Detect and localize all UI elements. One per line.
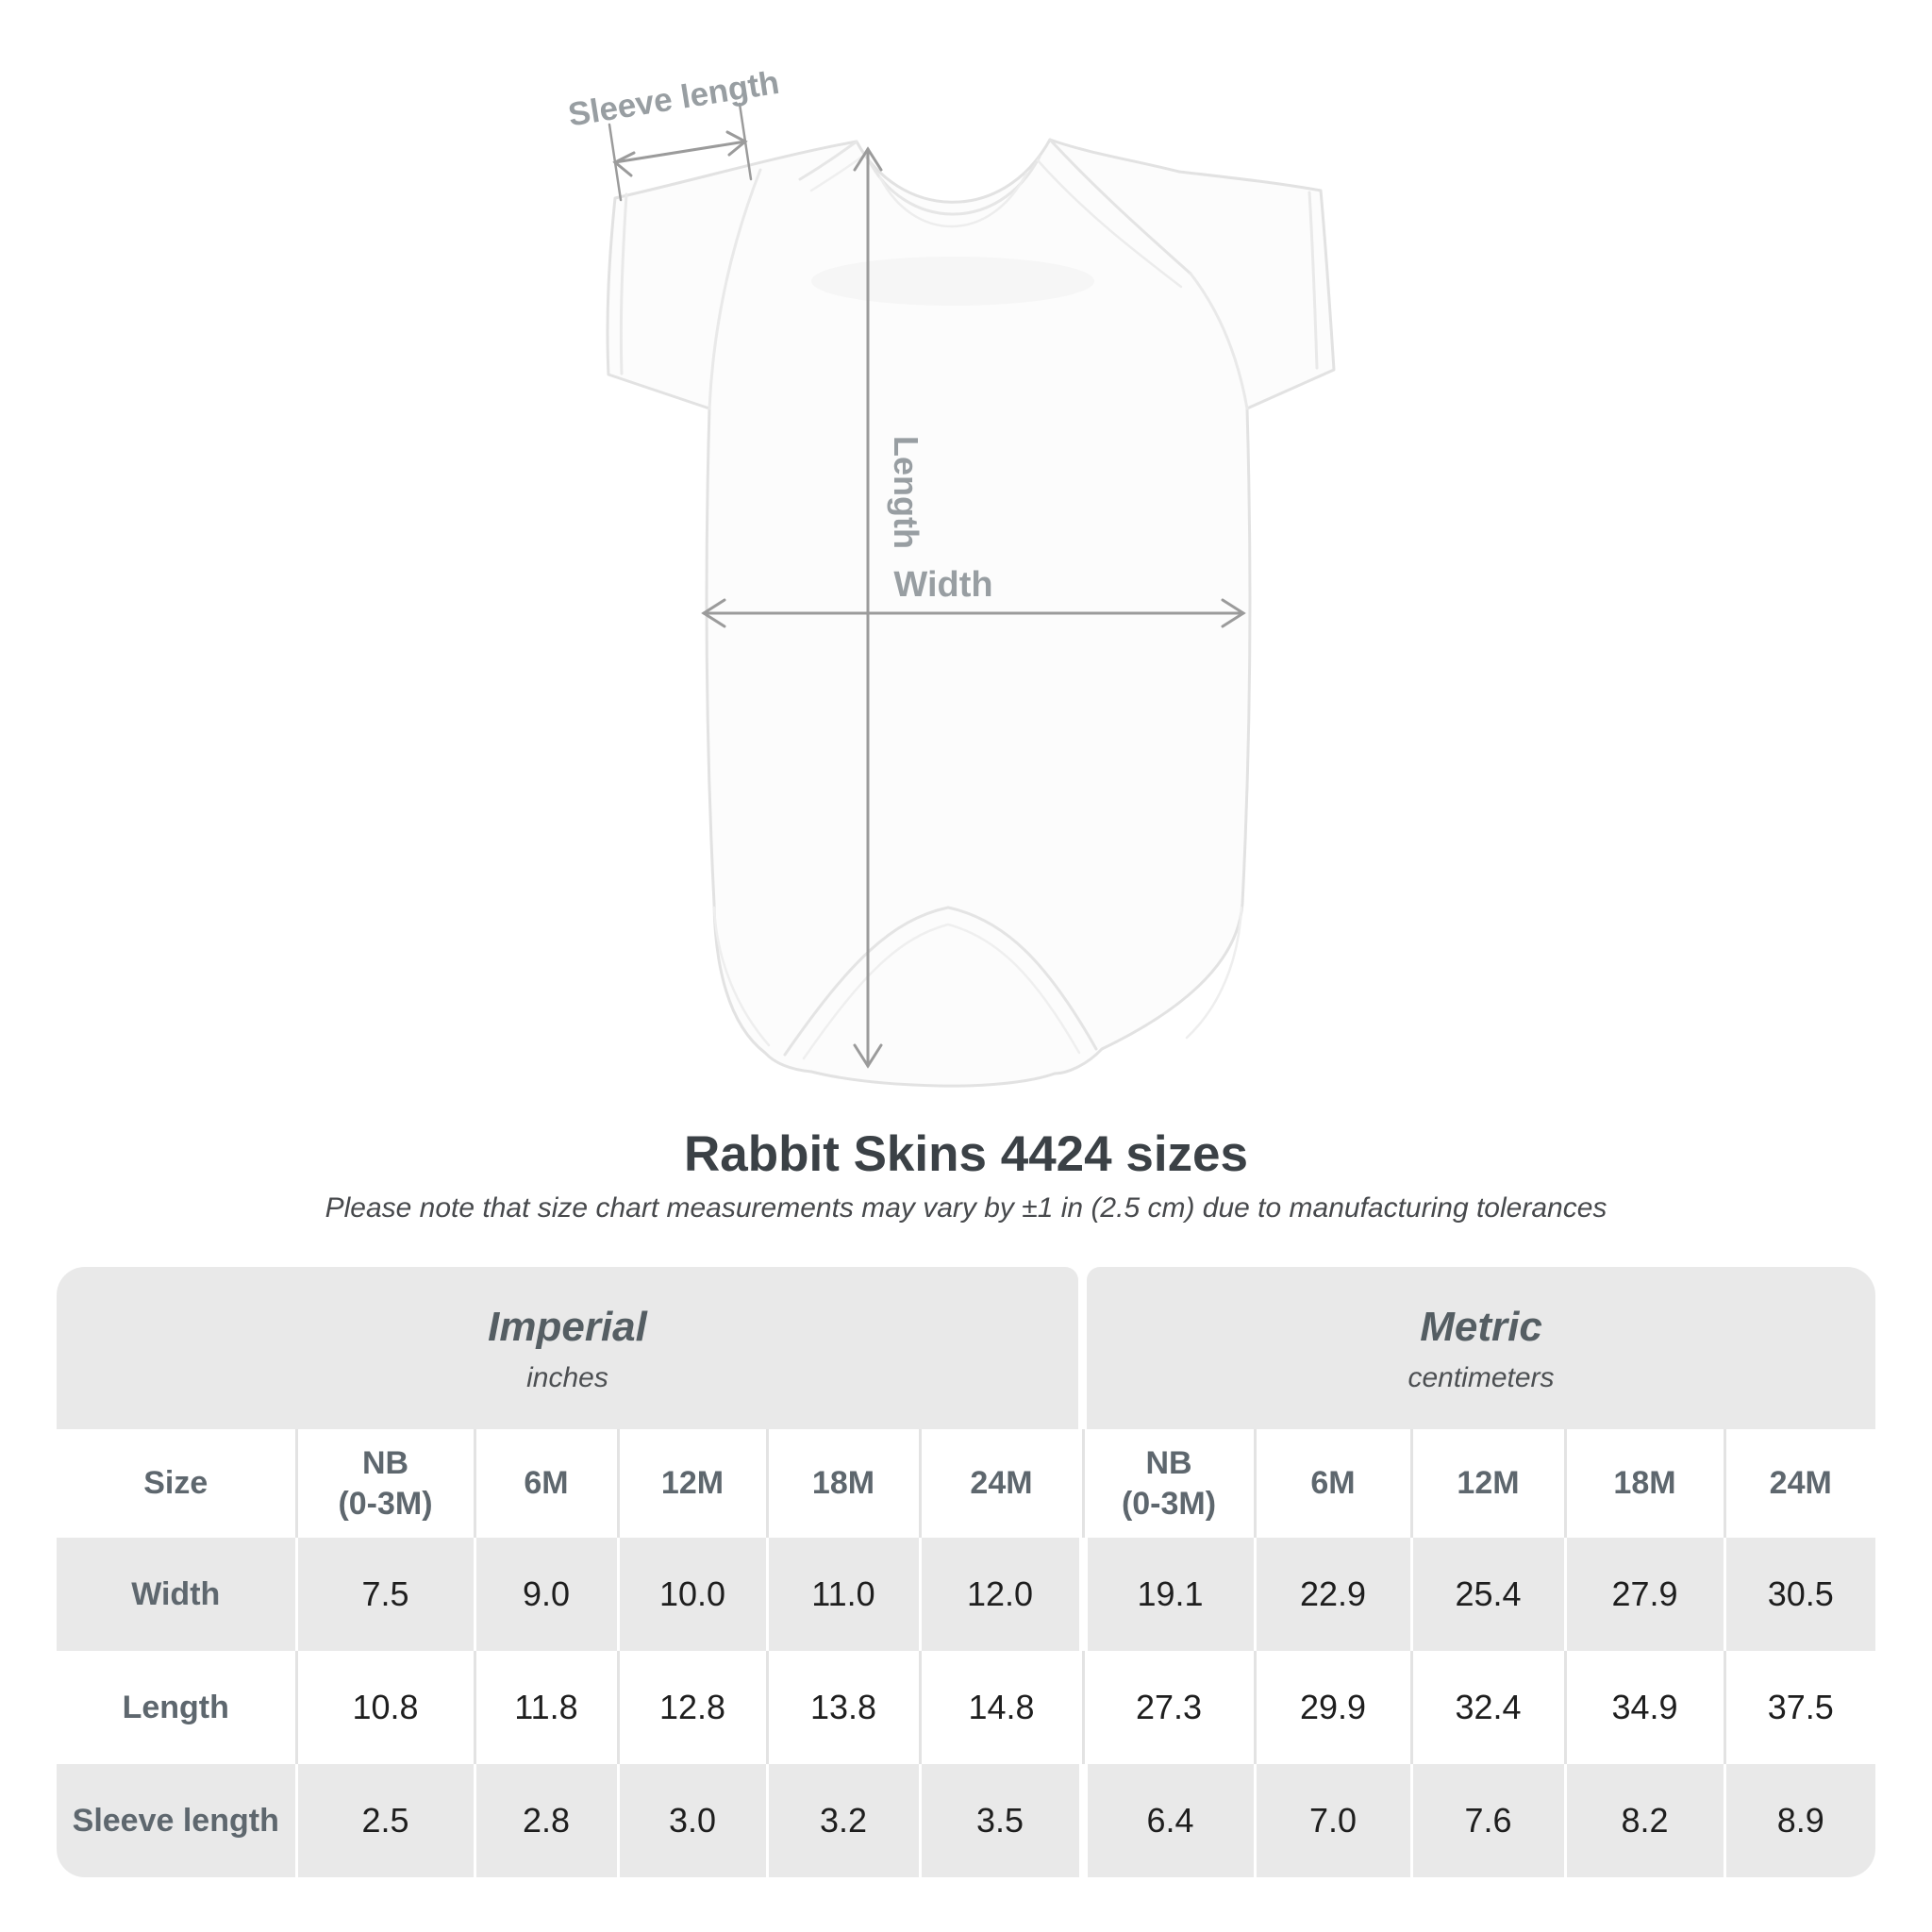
value-cell: 7.6 xyxy=(1411,1764,1565,1877)
value-cell: 3.5 xyxy=(920,1764,1083,1877)
column-header: NB (0-3M) xyxy=(1083,1429,1255,1538)
value-cell: 10.0 xyxy=(618,1538,767,1651)
row-label: Width xyxy=(131,1575,221,1612)
value-cell: 6.4 xyxy=(1083,1764,1255,1877)
value-cell: 8.2 xyxy=(1565,1764,1724,1877)
section-divider xyxy=(1078,1267,1087,1429)
value-cell: 34.9 xyxy=(1565,1651,1724,1764)
value-cell: 27.3 xyxy=(1083,1651,1255,1764)
imperial-section-title: Imperial xyxy=(488,1304,647,1350)
length-label: Length xyxy=(887,436,925,549)
column-header: 24M xyxy=(1724,1429,1875,1538)
value-cell: 7.0 xyxy=(1255,1764,1411,1877)
size-table xyxy=(57,1429,1875,1877)
value-cell: 19.1 xyxy=(1083,1538,1255,1651)
value-cell: 14.8 xyxy=(920,1651,1083,1764)
value-cell: 10.8 xyxy=(296,1651,475,1764)
metric-section-unit: centimeters xyxy=(1407,1362,1555,1393)
column-header: NB (0-3M) xyxy=(296,1429,475,1538)
value-cell: 32.4 xyxy=(1411,1651,1565,1764)
table-header-row xyxy=(57,1429,1875,1538)
table-row xyxy=(57,1651,1875,1764)
value-cell: 22.9 xyxy=(1255,1538,1411,1651)
value-cell: 2.5 xyxy=(296,1764,475,1877)
metric-section-header xyxy=(1087,1267,1875,1429)
table-row xyxy=(57,1538,1875,1651)
value-cell: 12.0 xyxy=(920,1538,1083,1651)
row-label: Sleeve length xyxy=(72,1802,279,1839)
imperial-section-unit: inches xyxy=(526,1362,608,1393)
table-row xyxy=(57,1764,1875,1877)
metric-section-title: Metric xyxy=(1420,1304,1542,1350)
column-header: 24M xyxy=(920,1429,1083,1538)
tolerance-note: Please note that size chart measurements may vary by ±1 in (2.5 cm) due to manufacturing tolerances xyxy=(325,1192,1607,1224)
size-chart-card xyxy=(57,1267,1875,1877)
value-cell: 29.9 xyxy=(1255,1651,1411,1764)
row-label: Length xyxy=(122,1689,229,1725)
value-cell: 9.0 xyxy=(475,1538,618,1651)
value-cell: 11.0 xyxy=(767,1538,920,1651)
value-cell: 27.9 xyxy=(1565,1538,1724,1651)
column-header: 12M xyxy=(618,1429,767,1538)
column-header: 6M xyxy=(1255,1429,1411,1538)
value-cell: 7.5 xyxy=(296,1538,475,1651)
value-cell: 37.5 xyxy=(1724,1651,1875,1764)
column-header: 6M xyxy=(475,1429,618,1538)
page-title: Rabbit Skins 4424 sizes xyxy=(683,1126,1248,1182)
value-cell: 13.8 xyxy=(767,1651,920,1764)
value-cell: 8.9 xyxy=(1724,1764,1875,1877)
value-cell: 12.8 xyxy=(618,1651,767,1764)
value-cell: 30.5 xyxy=(1724,1538,1875,1651)
value-cell: 25.4 xyxy=(1411,1538,1565,1651)
column-header: 18M xyxy=(767,1429,920,1538)
sleeve-length-label: Sleeve length xyxy=(565,63,782,134)
imperial-section-header xyxy=(57,1267,1078,1429)
column-header: 12M xyxy=(1411,1429,1565,1538)
size-column-header: Size xyxy=(143,1465,208,1501)
value-cell: 3.0 xyxy=(618,1764,767,1877)
column-header: 18M xyxy=(1565,1429,1724,1538)
unit-system-header xyxy=(57,1267,1875,1429)
value-cell: 2.8 xyxy=(475,1764,618,1877)
width-label: Width xyxy=(893,565,993,605)
value-cell: 3.2 xyxy=(767,1764,920,1877)
value-cell: 11.8 xyxy=(475,1651,618,1764)
